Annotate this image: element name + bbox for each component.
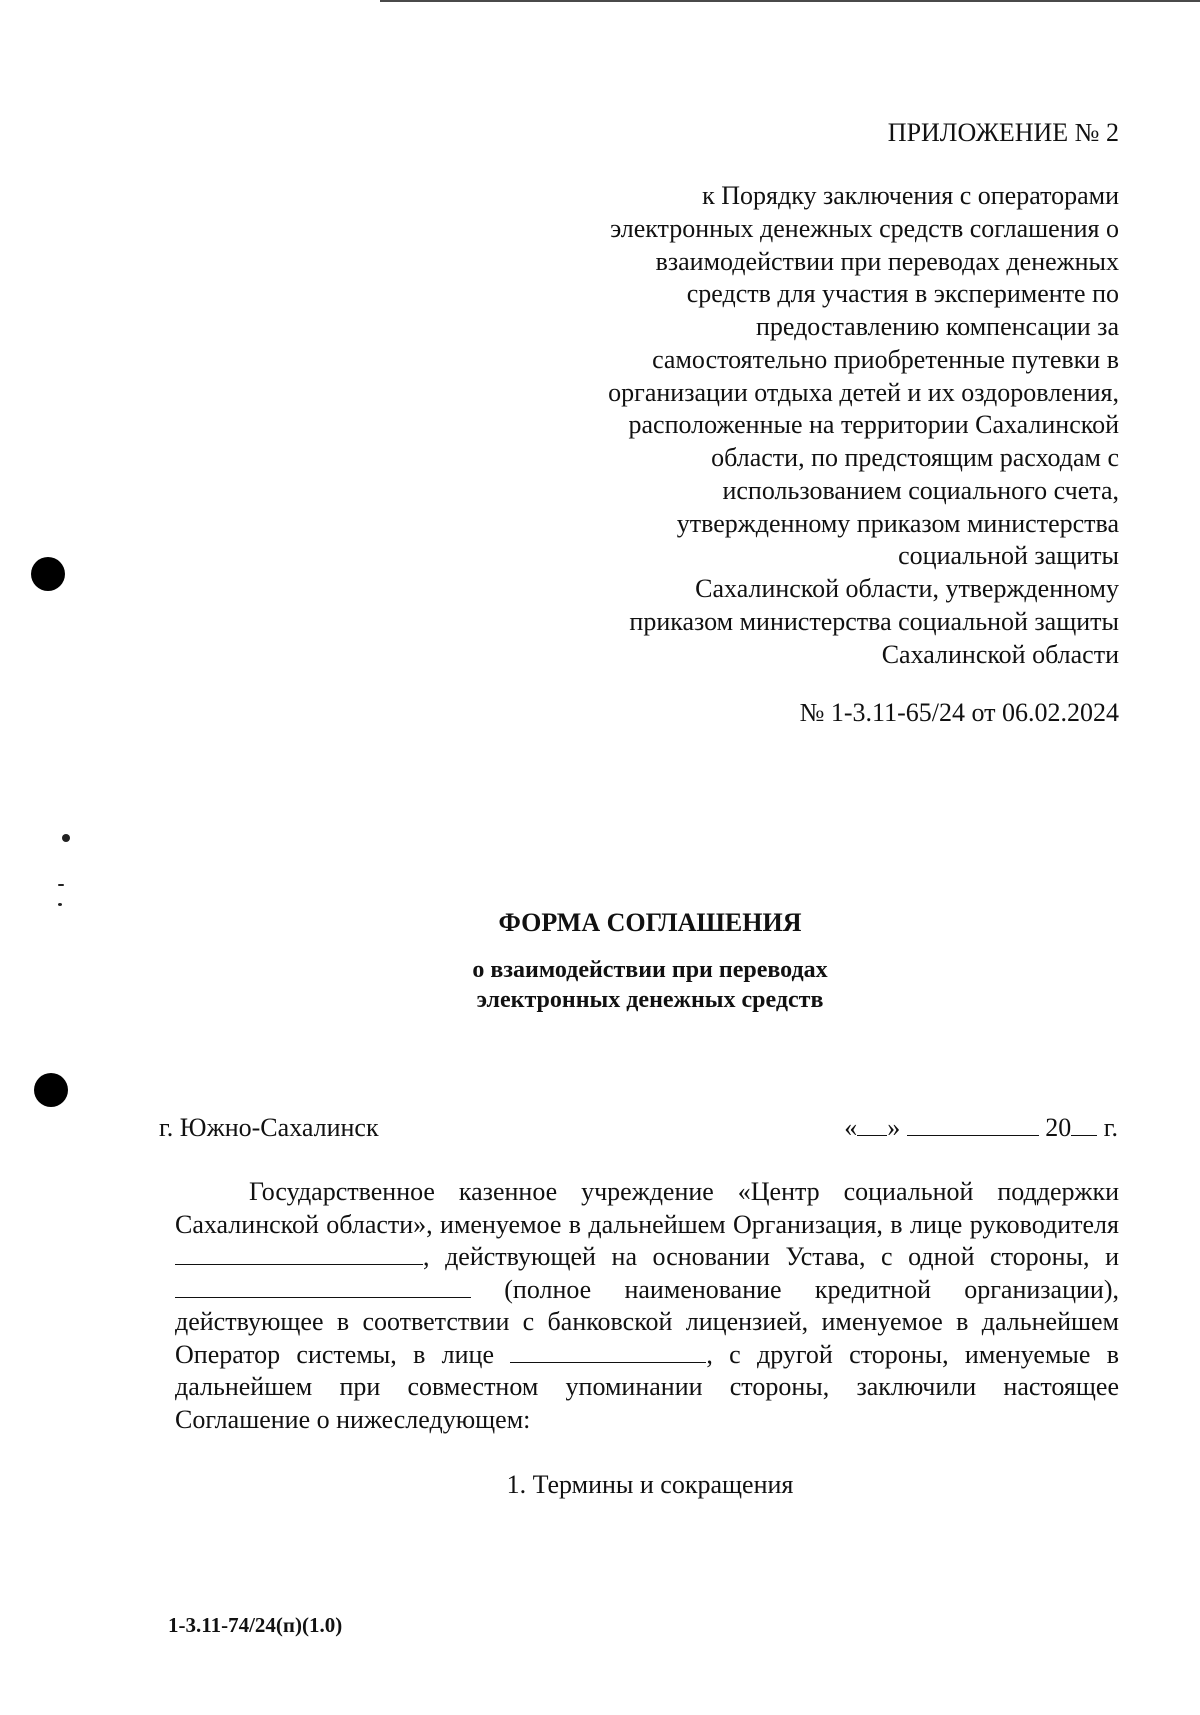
form-title: ФОРМА СОГЛАШЕНИЯ <box>498 908 802 937</box>
appendix-line: социальной защиты <box>898 541 1119 571</box>
appendix-line: предоставлению компенсации за <box>755 312 1119 341</box>
date-close-quote: » <box>887 1113 901 1142</box>
appendix-line: области, по предстоящим расходам с <box>711 443 1119 472</box>
order-number: № 1-3.11-65/24 от 06.02.2024 <box>799 698 1119 727</box>
appendix-line: Сахалинской области <box>881 639 1119 669</box>
scan-speck <box>58 884 64 886</box>
appendix-line: утвержденному приказом министерства <box>676 508 1119 538</box>
punch-hole-lower <box>34 1073 68 1107</box>
appendix-description <box>519 180 1119 671</box>
section-heading: 1. Термины и сокращения <box>506 1470 794 1499</box>
preamble-text: Государственное казенное учреждение «Центр социальной поддержки Сахалинской области», именуемое в дальнейшем Организация, в лице руководителя <box>175 1177 1119 1239</box>
appendix-line: к Порядку заключения с операторами <box>702 181 1119 210</box>
year-blank <box>1071 1115 1097 1136</box>
appendix-line: приказом министерства социальной защиты <box>629 606 1119 636</box>
form-subtitle-line: о взаимодействии при переводах <box>472 957 828 983</box>
day-blank <box>857 1115 887 1136</box>
appendix-line: организации отдыха детей и их оздоровления, <box>608 377 1119 407</box>
appendix-line: средств для участия в эксперименте по <box>686 279 1119 309</box>
appendix-line: электронных денежных средств соглашения о <box>610 213 1119 243</box>
director-name-blank <box>175 1244 423 1265</box>
year-suffix: г. <box>1103 1113 1118 1142</box>
scan-speck <box>58 903 62 906</box>
city-name: г. Южно-Сахалинск <box>159 1113 379 1142</box>
operator-rep-blank <box>510 1342 706 1363</box>
appendix-line: расположенные на территории Сахалинской <box>628 410 1119 440</box>
form-subtitle <box>0 955 1200 1015</box>
appendix-title: ПРИЛОЖЕНИЕ № 2 <box>887 118 1119 147</box>
scan-speck <box>62 834 70 842</box>
month-blank <box>907 1115 1039 1136</box>
preamble-text: , действующей на основании Устава, с одной стороны, и <box>423 1242 1119 1271</box>
appendix-line: самостоятельно приобретенные путевки в <box>652 344 1119 374</box>
agreement-date <box>844 1113 1118 1143</box>
agreement-preamble <box>175 1176 1119 1436</box>
preamble-text: (полное наименование кредитной организации), действующее в соответствии с банковской лицензией, именуемое в дальнейшем Оператор системы, в лице <box>175 1274 1119 1369</box>
preamble-text: , с другой стороны, именуемые в дальнейшем при совместном упоминании стороны, заключили настоящее Соглашение о нижеследующем: <box>175 1339 1119 1434</box>
credit-org-name-blank <box>175 1277 471 1298</box>
year-prefix: 20 <box>1045 1113 1072 1142</box>
appendix-line: Сахалинской области, утвержденному <box>695 574 1119 603</box>
scan-top-edge <box>380 0 1200 2</box>
appendix-line: взаимодействии при переводах денежных <box>655 246 1119 276</box>
form-subtitle-line: электронных денежных средств <box>476 987 824 1013</box>
appendix-line: использованием социального счета, <box>722 475 1119 505</box>
document-code: 1-3.11-74/24(п)(1.0) <box>168 1613 343 1637</box>
date-open-quote: « <box>844 1113 858 1142</box>
punch-hole-upper <box>31 557 65 591</box>
